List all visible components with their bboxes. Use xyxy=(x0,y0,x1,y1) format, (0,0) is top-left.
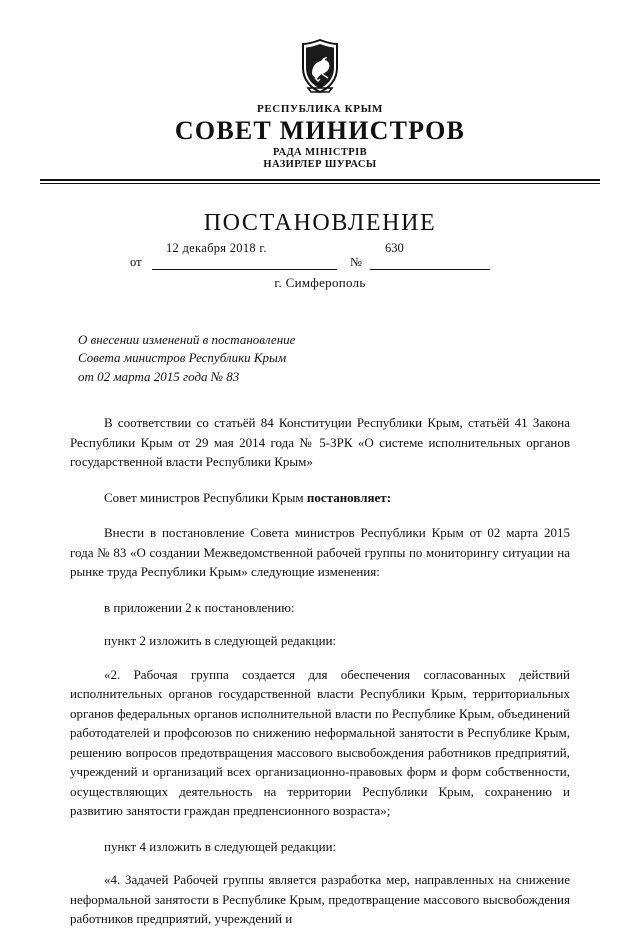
paragraph-resolves xyxy=(70,488,570,508)
council-title: СОВЕТ МИНИСТРОВ xyxy=(174,116,466,145)
number-label: № xyxy=(350,254,362,269)
document-header xyxy=(0,103,640,170)
document-body xyxy=(70,413,570,929)
subject-line-3: от 02 марта 2015 года № 83 xyxy=(78,369,240,385)
number-underline xyxy=(370,269,490,270)
subject-line-2: Совета министров Республики Крым xyxy=(78,350,287,366)
subject-line-1: О внесении изменений в постановление xyxy=(78,331,296,347)
date-number-line xyxy=(40,239,600,273)
resolves-keyword: постановляет: xyxy=(306,489,392,505)
document-type-title: ПОСТАНОВЛЕНИЕ xyxy=(203,209,437,236)
council-title-crimean-tatar: НАЗИРЛЕР ШУРАСЫ xyxy=(263,158,377,170)
paragraph-item2-intro: пункт 2 изложить в следующей редакции: xyxy=(104,633,337,649)
document-subject xyxy=(78,331,408,388)
crimea-coat-of-arms-icon xyxy=(298,38,342,94)
header-divider xyxy=(40,179,600,184)
document-date: 12 декабря 2018 г. xyxy=(166,240,267,255)
council-title-ukrainian: РАДА МІНІСТРІВ xyxy=(272,146,368,158)
from-label: от xyxy=(130,254,142,269)
emblem-container xyxy=(0,0,640,99)
paragraph-item4-intro: пункт 4 изложить в следующей редакции: xyxy=(104,838,337,854)
republic-line: РЕСПУБЛИКА КРЫМ xyxy=(257,103,383,115)
paragraph-amendment-intro: Внести в постановление Совета министров Республики Крым от 02 марта 2015 года № 83 «О создании Межведомственной рабочей группы по мониторингу ситуации на рынке труда Республики Крым» следующие изменения: xyxy=(70,525,570,580)
paragraph-appendix: в приложении 2 к постановлению: xyxy=(104,599,295,615)
paragraph-item4-text: «4. Задачей Рабочей группы является разработка мер, направленных на снижение неформальной занятости в Республике Крым, предотвращение массового высвобождения работников предприятий, учреждений и xyxy=(70,872,570,927)
city-line: г. Симферополь xyxy=(274,274,366,290)
paragraph-item2-text: «2. Рабочая группа создается для обеспечения согласованных действий исполнительных органов государственной власти Республики Крым, территориальных органов федеральных органов исполнительной власти по Республике Крым, объединений работодателей и профсоюзов по снижению неформальной занятости в Республике Крым, решению вопросов предотвращения массового высвобождения работников предприятий, учреждений и организаций всех организационно-правовых форм и форм собственности, осуществляющих деятельность на территории Республики Крым, сохранению и развитию занятости граждан предпенсионного возраста»; xyxy=(70,666,570,819)
resolves-prefix: Совет министров Республики Крым xyxy=(104,489,307,505)
date-underline xyxy=(152,269,337,270)
document-number: 630 xyxy=(385,240,404,255)
paragraph-basis: В соответствии со статьёй 84 Конституции Республики Крым, статьёй 41 Закона Республики Крым от 29 мая 2014 года № 5-ЗРК «О системе исполнительных органов государственной власти Республики Крым» xyxy=(70,415,570,470)
